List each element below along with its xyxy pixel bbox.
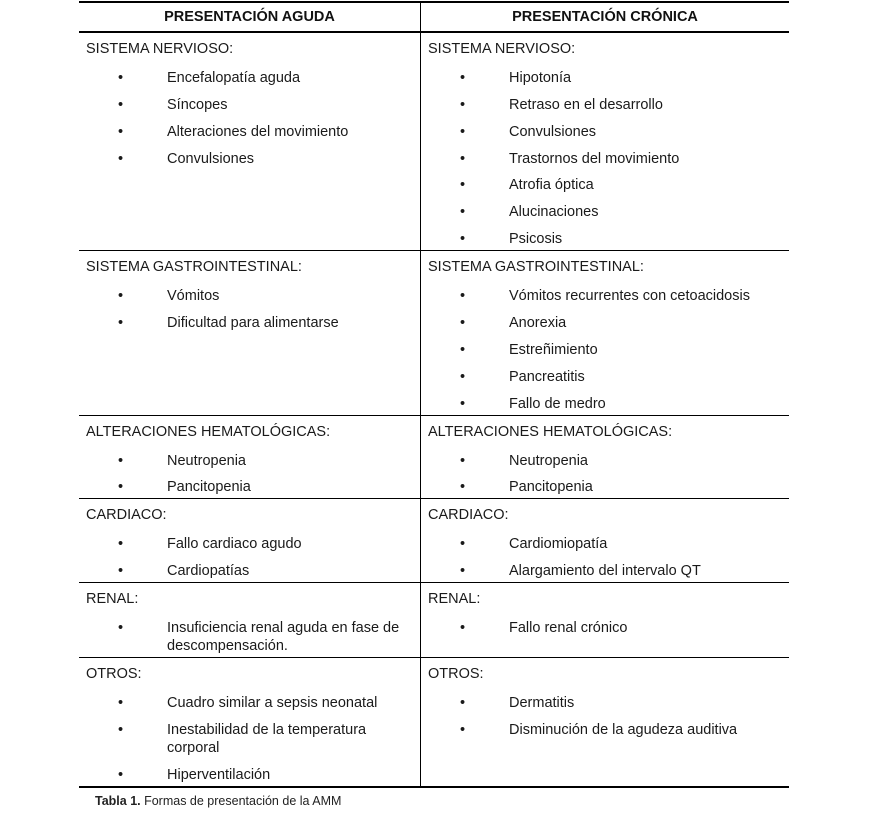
item-text: Hiperventilación: [167, 766, 271, 783]
item-text: Neutropenia: [167, 452, 246, 469]
acute-cell: [79, 415, 421, 499]
table-caption: [95, 794, 341, 808]
list-item: [428, 203, 789, 221]
item-text: Fallo renal crónico: [509, 620, 628, 637]
bullet-icon: •: [118, 452, 124, 469]
item-text: Hipotonía: [509, 69, 572, 86]
bullet-icon: •: [460, 96, 466, 113]
list-item: [428, 341, 789, 359]
item-text: Dermatitis: [509, 695, 575, 712]
item-text: Retraso en el desarrollo: [509, 96, 663, 113]
list-item: [428, 314, 789, 332]
list-item: [86, 766, 420, 784]
acute-cell: [79, 251, 421, 415]
bullet-icon: •: [118, 150, 124, 167]
section-title: SISTEMA GASTROINTESTINAL:: [428, 259, 644, 276]
bullet-icon: •: [460, 231, 466, 248]
item-text: Vómitos: [167, 288, 220, 305]
list-item: [428, 96, 789, 114]
list-item: [86, 96, 420, 114]
list-item: [86, 314, 420, 332]
bullet-icon: •: [118, 69, 124, 86]
list-item: [428, 69, 789, 87]
table-row: [79, 415, 789, 499]
symptom-list: [428, 535, 789, 580]
item-text: Síncopes: [167, 96, 228, 113]
symptom-list: [86, 452, 420, 497]
item-text: Pancreatitis: [509, 368, 585, 385]
list-item: [428, 452, 789, 470]
list-item: [86, 150, 420, 168]
bullet-icon: •: [460, 315, 466, 332]
list-item: [428, 368, 789, 386]
section-title: OTROS:: [86, 666, 142, 683]
list-item: [428, 395, 789, 413]
chronic-cell: [421, 583, 790, 658]
item-text: Cuadro similar a sepsis neonatal: [167, 695, 378, 712]
section-title: RENAL:: [86, 591, 139, 608]
bullet-icon: •: [118, 695, 124, 712]
list-item: [86, 123, 420, 141]
bullet-icon: •: [118, 620, 124, 637]
section-title: SISTEMA GASTROINTESTINAL:: [86, 259, 302, 276]
table-header-row: [79, 2, 789, 32]
caption-label: Tabla 1.: [95, 794, 141, 808]
bullet-icon: •: [460, 395, 466, 412]
bullet-icon: •: [460, 69, 466, 86]
item-text: Alargamiento del intervalo QT: [509, 563, 701, 580]
list-item: [428, 721, 789, 739]
header-acute: PRESENTACIÓN AGUDA: [79, 2, 421, 32]
item-text: Vómitos recurrentes con cetoacidosis: [509, 288, 750, 305]
symptom-list: [428, 694, 789, 739]
symptom-list: [86, 69, 420, 168]
table-row: [79, 658, 789, 788]
symptom-list: [428, 287, 789, 413]
chronic-cell: [421, 658, 790, 788]
item-text: Convulsiones: [167, 150, 255, 167]
item-text: Pancitopenia: [167, 479, 251, 496]
item-text: Psicosis: [509, 231, 563, 248]
table-row: [79, 583, 789, 658]
bullet-icon: •: [118, 96, 124, 113]
symptom-list: [86, 619, 420, 655]
bullet-icon: •: [118, 123, 124, 140]
section-title: CARDIACO:: [86, 507, 167, 524]
symptom-list: [428, 619, 789, 637]
acute-cell: [79, 658, 421, 788]
bullet-icon: •: [118, 721, 124, 738]
bullet-icon: •: [460, 368, 466, 385]
bullet-icon: •: [118, 563, 124, 580]
bullet-icon: •: [460, 721, 466, 738]
section-title: ALTERACIONES HEMATOLÓGICAS:: [86, 423, 331, 440]
list-item: [428, 478, 789, 496]
presentation-table: [79, 1, 789, 788]
symptom-list: [428, 452, 789, 497]
list-item: [86, 535, 420, 553]
bullet-icon: •: [460, 288, 466, 305]
table-row: [79, 251, 789, 415]
bullet-icon: •: [460, 123, 466, 140]
bullet-icon: •: [118, 479, 124, 496]
list-item: [86, 562, 420, 580]
bullet-icon: •: [118, 536, 124, 553]
acute-cell: [79, 499, 421, 583]
item-text: Neutropenia: [509, 452, 588, 469]
item-text: Inestabilidad de la temperatura corporal: [167, 721, 367, 756]
list-item: [86, 69, 420, 87]
item-text: Trastornos del movimiento: [509, 150, 680, 167]
list-item: [428, 230, 789, 248]
list-item: [428, 619, 789, 637]
list-item: [86, 287, 420, 305]
bullet-icon: •: [460, 177, 466, 194]
section-title: SISTEMA NERVIOSO:: [428, 41, 576, 57]
item-text: Estreñimiento: [509, 341, 598, 358]
section-title: RENAL:: [428, 591, 481, 608]
list-item: [428, 287, 789, 305]
section-title: ALTERACIONES HEMATOLÓGICAS:: [428, 423, 673, 440]
list-item: [86, 694, 420, 712]
item-text: Cardiomiopatía: [509, 536, 608, 553]
symptom-list: [86, 287, 420, 332]
list-item: [428, 123, 789, 141]
item-text: Atrofia óptica: [509, 177, 594, 194]
bullet-icon: •: [118, 766, 124, 783]
bullet-icon: •: [460, 620, 466, 637]
list-item: [428, 694, 789, 712]
item-text: Disminución de la agudeza auditiva: [509, 721, 738, 738]
list-item: [428, 176, 789, 194]
item-text: Alteraciones del movimiento: [167, 123, 349, 140]
bullet-icon: •: [460, 563, 466, 580]
section-title: CARDIACO:: [428, 507, 509, 524]
acute-cell: [79, 583, 421, 658]
symptom-list: [428, 69, 789, 248]
bullet-icon: •: [460, 452, 466, 469]
chronic-cell: [421, 251, 790, 415]
item-text: Convulsiones: [509, 123, 597, 140]
chronic-cell: [421, 499, 790, 583]
bullet-icon: •: [460, 150, 466, 167]
section-title: OTROS:: [428, 666, 484, 683]
item-text: Cardiopatías: [167, 563, 250, 580]
bullet-icon: •: [460, 341, 466, 358]
caption-text: Formas de presentación de la AMM: [140, 794, 342, 808]
symptom-list: [86, 535, 420, 580]
bullet-icon: •: [460, 204, 466, 221]
item-text: Encefalopatía aguda: [167, 69, 301, 86]
chronic-cell: [421, 32, 790, 251]
header-chronic: PRESENTACIÓN CRÓNICA: [421, 2, 790, 32]
table-row: [79, 499, 789, 583]
chronic-cell: [421, 415, 790, 499]
acute-cell: [79, 32, 421, 251]
table-row: [79, 32, 789, 251]
list-item: [86, 452, 420, 470]
item-text: Insuficiencia renal aguda en fase de descompensación.: [167, 620, 400, 655]
item-text: Fallo cardiaco agudo: [167, 536, 302, 553]
bullet-icon: •: [118, 288, 124, 305]
section-title: SISTEMA NERVIOSO:: [86, 41, 234, 57]
list-item: [86, 478, 420, 496]
item-text: Anorexia: [509, 315, 567, 332]
list-item: [86, 619, 420, 655]
item-text: Dificultad para alimentarse: [167, 315, 339, 332]
list-item: [86, 721, 420, 757]
list-item: [428, 535, 789, 553]
bullet-icon: •: [460, 479, 466, 496]
bullet-icon: •: [460, 536, 466, 553]
symptom-list: [86, 694, 420, 784]
item-text: Pancitopenia: [509, 479, 593, 496]
item-text: Fallo de medro: [509, 395, 606, 412]
list-item: [428, 562, 789, 580]
bullet-icon: •: [460, 695, 466, 712]
bullet-icon: •: [118, 315, 124, 332]
item-text: Alucinaciones: [509, 204, 599, 221]
list-item: [428, 150, 789, 168]
